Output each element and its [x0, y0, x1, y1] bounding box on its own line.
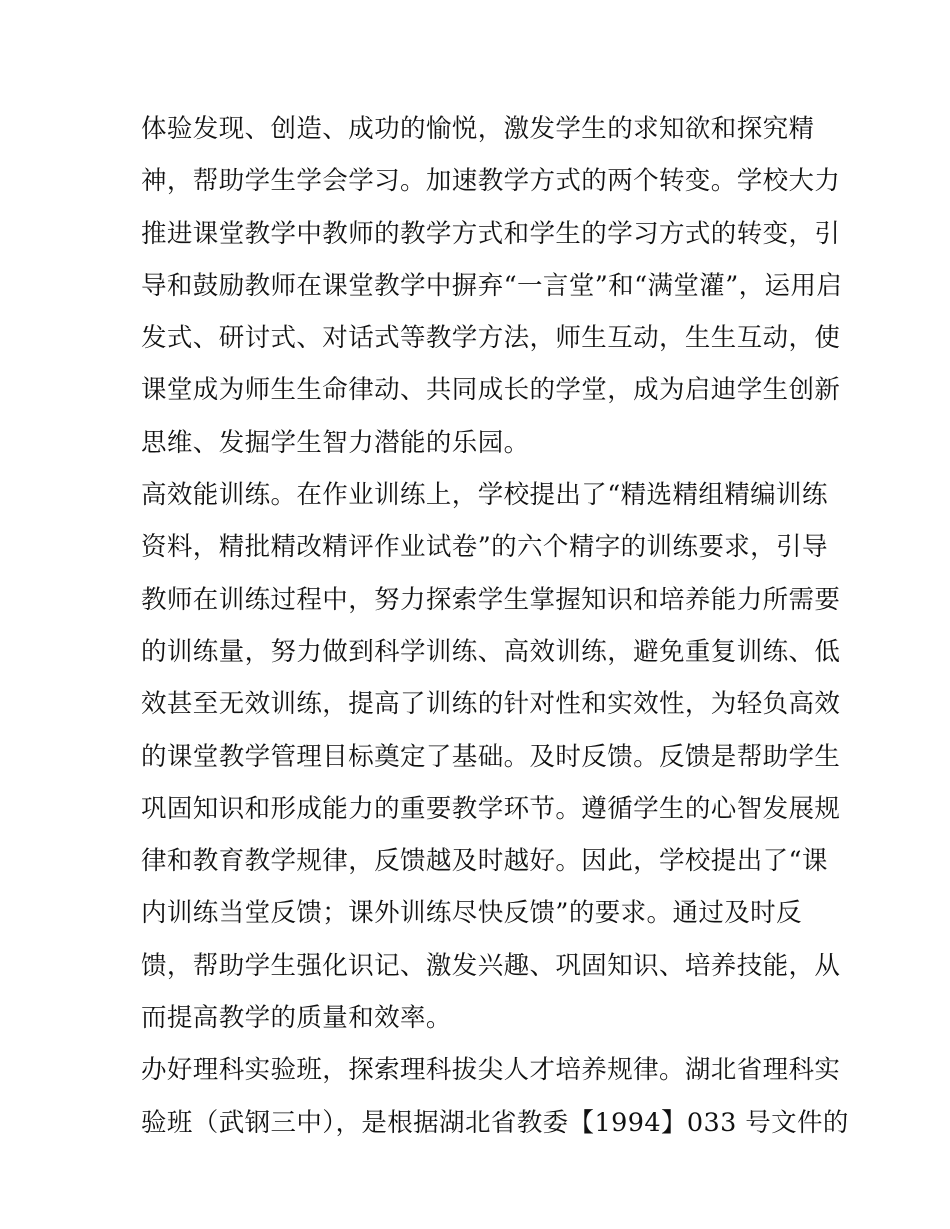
paragraph-teaching-methods: [141, 103, 843, 469]
text-line: 课堂成为师生生命律动、共同成长的学堂，成为启迪学生创新: [141, 375, 841, 406]
text-line: 资料，精批精改精评作业试卷”的六个精字的训练要求，引导: [141, 532, 828, 563]
document-body: [141, 103, 849, 1149]
text-line: 教师在训练过程中，努力探索学生掌握知识和培养能力所需要: [141, 584, 841, 615]
text-line: 体验发现、创造、成功的愉悦，激发学生的求知欲和探究精: [141, 114, 815, 144]
text-line: 思维、发掘学生智力潜能的乐园。: [141, 427, 530, 458]
text-line: 的训练量，努力做到科学训练、高效训练，避免重复训练、低: [141, 636, 841, 667]
paragraph-efficient-training: [141, 469, 841, 1044]
text-line: 发式、研讨式、对话式等教学方法，师生互动，生生互动，使: [141, 323, 841, 354]
text-line: 导和鼓励教师在课堂教学中摒弃“一言堂”和“满堂灌”，运用启: [141, 270, 843, 301]
text-line: 的课堂教学管理目标奠定了基础。及时反馈。反馈是帮助学生: [141, 741, 841, 772]
text-line: 高效能训练。在作业训练上，学校提出了“精选精组精编训练: [141, 480, 828, 511]
text-line: 办好理科实验班，探索理科拔尖人才培养规律。湖北省理科实: [141, 1055, 841, 1086]
text-line: 神，帮助学生学会学习。加速教学方式的两个转变。学校大力: [141, 166, 841, 197]
text-line: 律和教育教学规律，反馈越及时越好。因此，学校提出了“课: [141, 846, 828, 877]
text-line: 效甚至无效训练，提高了训练的针对性和实效性，为轻负高效: [141, 689, 841, 720]
text-line: 推进课堂教学中教师的教学方式和学生的学习方式的转变，引: [141, 218, 841, 249]
text-line: 而提高教学的质量和效率。: [141, 1003, 452, 1034]
text-line: 巩固知识和形成能力的重要教学环节。遵循学生的心智发展规: [141, 793, 841, 824]
text-line: 内训练当堂反馈；课外训练尽快反馈”的要求。通过及时反: [141, 898, 802, 929]
text-line: 馈，帮助学生强化识记、激发兴趣、巩固知识、培养技能，从: [141, 950, 841, 981]
text-line: 验班（武钢三中），是根据湖北省教委【1994】033 号文件的: [141, 1107, 849, 1138]
paragraph-science-class: [141, 1044, 849, 1149]
